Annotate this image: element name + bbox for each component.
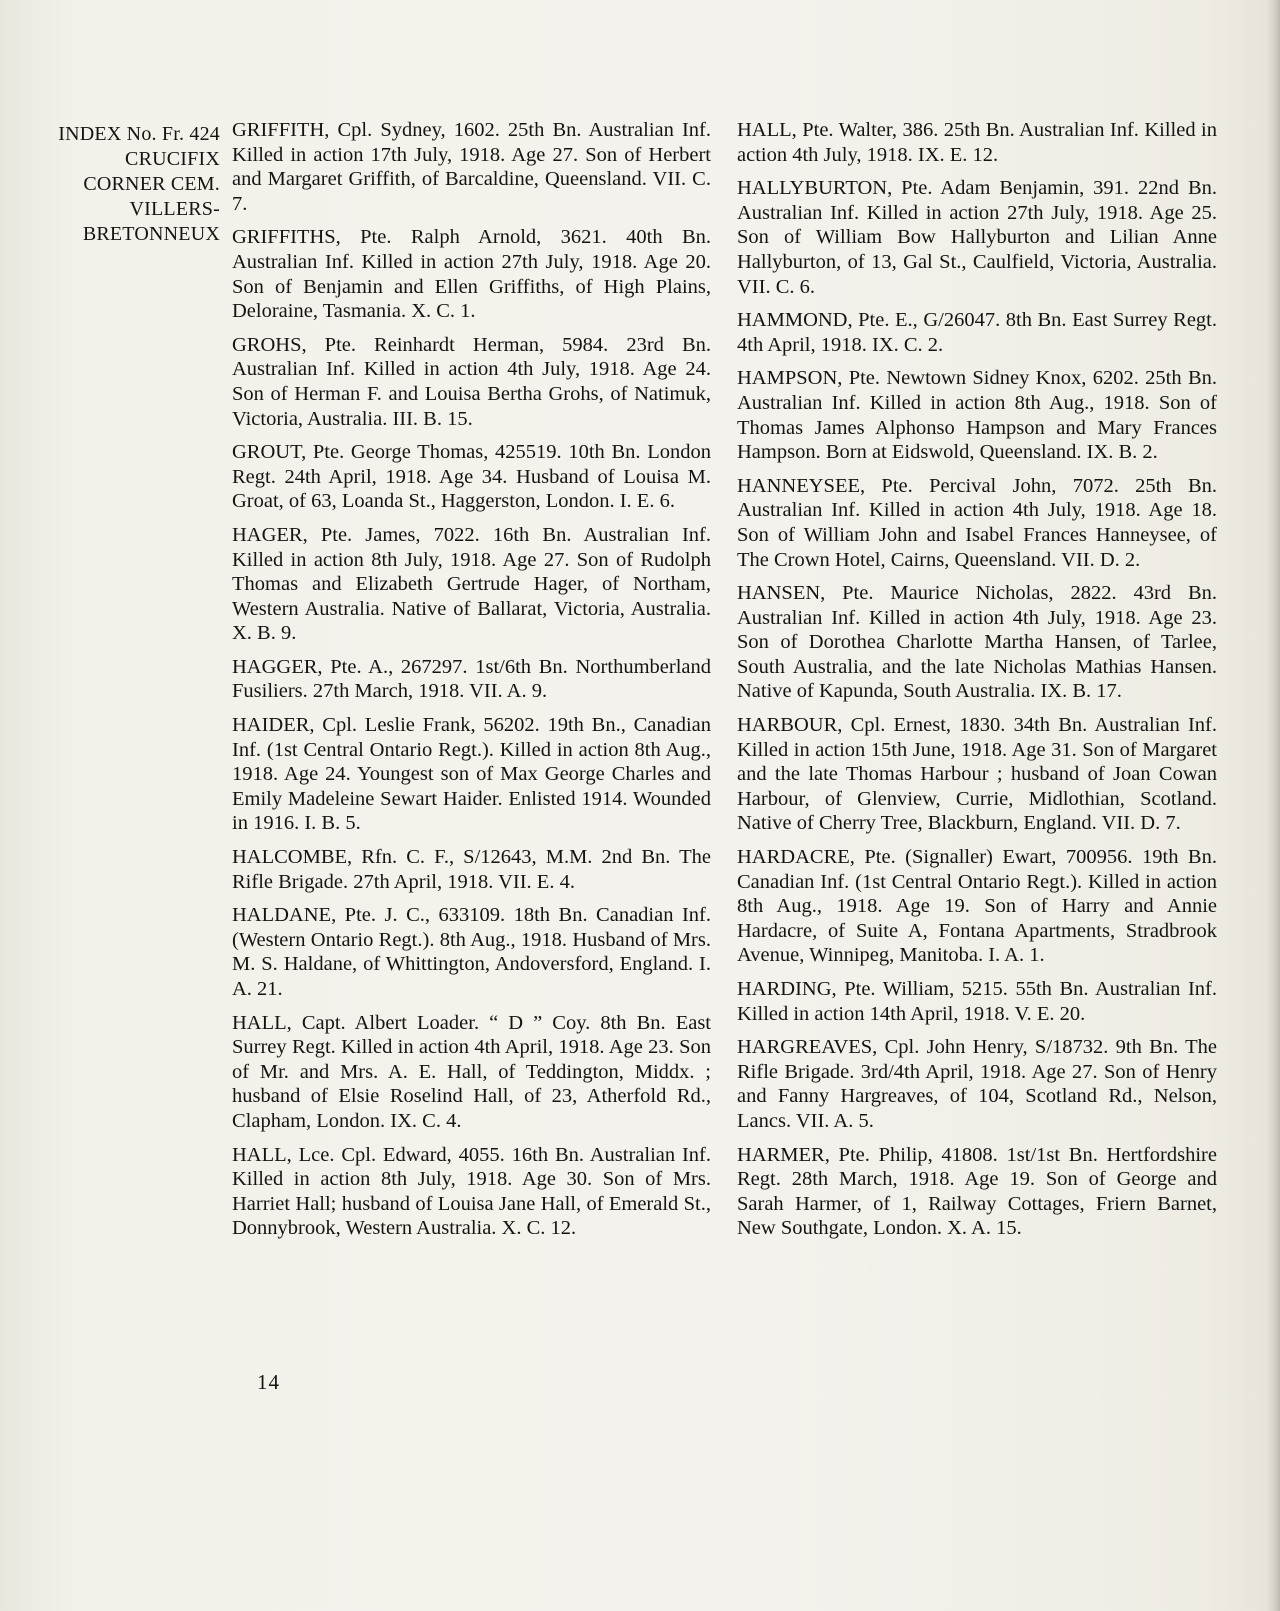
- register-entry: GROHS, Pte. Reinhardt Herman, 5984. 23rd Bn. Australian Inf. Killed in action 4th July, 1918. Age 24. Son of Herman F. and Louisa Bertha Grohs, of Natimuk, Victoria, Australia. III. B. 15.: [232, 333, 711, 430]
- register-entry: HARDING, Pte. William, 5215. 55th Bn. Australian Inf. Killed in action 14th April, 1918. V. E. 20.: [737, 978, 1217, 1025]
- index-number: INDEX No. Fr. 424: [58, 123, 220, 145]
- register-entry: HARGREAVES, Cpl. John Henry, S/18732. 9th Bn. The Rifle Brigade. 3rd/4th April, 1918. Age 27. Son of Henry and Fanny Hargreaves, of 104, Scotland Rd., Nelson, Lancs. VII. A. 5.: [737, 1036, 1217, 1132]
- register-entry: HALCOMBE, Rfn. C. F., S/12643, M.M. 2nd Bn. The Rifle Brigade. 27th April, 1918. VII. E. 4.: [232, 846, 711, 893]
- register-entry: HAIDER, Cpl. Leslie Frank, 56202. 19th Bn., Canadian Inf. (1st Central Ontario Regt.). Killed in action 8th Aug., 1918. Age 24. Youngest son of Max George Charles and Emily Madeleine Sewart Haider. Enlisted 1914. Wounded in 1916. I. B. 5.: [232, 714, 711, 835]
- right-entries-column: [737, 118, 1217, 1250]
- register-entry: HAGER, Pte. James, 7022. 16th Bn. Australian Inf. Killed in action 8th July, 1918. Age 27. Son of Rudolph Thomas and Elizabeth Gertrude Hager, of Northam, Western Australia. Native of Ballarat, Victoria, Australia. X. B. 9.: [232, 523, 711, 645]
- cemetery-name-line: VILLERS-: [129, 198, 220, 220]
- register-entry: HARMER, Pte. Philip, 41808. 1st/1st Bn. Hertfordshire Regt. 28th March, 1918. Age 19. Son of George and Sarah Harmer, of 1, Railway Cottages, Friern Barnet, New Southgate, London. X. A. 15.: [737, 1143, 1217, 1240]
- register-entry: HALL, Capt. Albert Loader. “ D ” Coy. 8th Bn. East Surrey Regt. Killed in action 4th April, 1918. Age 23. Son of Mr. and Mrs. A. E. Hall, of Teddington, Middx. ; husband of Elsie Roselind Hall, of 23, Atherfold Rd., Clapham, London. IX. C. 4.: [232, 1011, 711, 1132]
- cemetery-name-line: BRETONNEUX: [82, 223, 220, 245]
- register-entry: HALLYBURTON, Pte. Adam Benjamin, 391. 22nd Bn. Australian Inf. Killed in action 27th July, 1918. Age 25. Son of William Bow Hallyburton and Lilian Anne Hallyburton, of 13, Gal St., Caulfield, Victoria, Australia. VII. C. 6.: [737, 177, 1217, 298]
- register-entry: HARDACRE, Pte. (Signaller) Ewart, 700956. 19th Bn. Canadian Inf. (1st Central Ontario Regt.). Killed in action 8th Aug., 1918. Age 19. Son of Harry and Annie Hardacre, of Suite A, Fontana Apartments, Stradbrook Avenue, Winnipeg, Manitoba. I. A. 1.: [737, 846, 1217, 967]
- cemetery-name-line: CORNER CEM.: [83, 173, 220, 195]
- register-entry: GROUT, Pte. George Thomas, 425519. 10th Bn. London Regt. 24th April, 1918. Age 34. Husband of Louisa M. Groat, of 63, Loanda St., Haggerston, London. I. E. 6.: [232, 441, 711, 513]
- register-entry: HAMPSON, Pte. Newtown Sidney Knox, 6202. 25th Bn. Australian Inf. Killed in action 8th Aug., 1918. Son of Thomas James Alphonso Hampson and Mary Frances Hampson. Born at Eidswold, Queensland. IX. B. 2.: [737, 367, 1217, 464]
- page-number: 14: [257, 1370, 280, 1394]
- cemetery-index-heading: [18, 122, 220, 247]
- register-entry: HARBOUR, Cpl. Ernest, 1830. 34th Bn. Australian Inf. Killed in action 15th June, 1918. Age 31. Son of Margaret and the late Thomas Harbour ; husband of Joan Cowan Harbour, of Glenview, Currie, Midlothian, Scotland. Native of Cherry Tree, Blackburn, England. VII. D. 7.: [737, 714, 1217, 835]
- register-entry: HAGGER, Pte. A., 267297. 1st/6th Bn. Northumberland Fusiliers. 27th March, 1918. VII. A. 9.: [232, 655, 711, 703]
- page-edge-shadow: [1266, 0, 1280, 1611]
- register-entry: HALDANE, Pte. J. C., 633109. 18th Bn. Canadian Inf. (Western Ontario Regt.). 8th Aug., 1918. Husband of Mrs. M. S. Haldane, of Whittington, Andoversford, England. I. A. 21.: [232, 904, 711, 1000]
- register-entry: GRIFFITHS, Pte. Ralph Arnold, 3621. 40th Bn. Australian Inf. Killed in action 27th July, 1918. Age 20. Son of Benjamin and Ellen Griffiths, of High Plains, Deloraine, Tasmania. X. C. 1.: [232, 226, 711, 323]
- register-entry: GRIFFITH, Cpl. Sydney, 1602. 25th Bn. Australian Inf. Killed in action 17th July, 1918. Age 27. Son of Herbert and Margaret Griffith, of Barcaldine, Queensland. VII. C. 7.: [232, 119, 711, 215]
- register-entry: HALL, Lce. Cpl. Edward, 4055. 16th Bn. Australian Inf. Killed in action 8th July, 1918. Age 30. Son of Mrs. Harriet Hall; husband of Louisa Jane Hall, of Emerald St., Donnybrook, Western Australia. X. C. 12.: [232, 1143, 711, 1240]
- register-entry: HANNEYSEE, Pte. Percival John, 7072. 25th Bn. Australian Inf. Killed in action 4th July, 1918. Age 18. Son of William John and Isabel Frances Hanneysee, of The Crown Hotel, Cairns, Queensland. VII. D. 2.: [737, 474, 1217, 571]
- register-entry: HAMMOND, Pte. E., G/26047. 8th Bn. East Surrey Regt. 4th April, 1918. IX. C. 2.: [737, 309, 1217, 356]
- cemetery-name-line: CRUCIFIX: [125, 148, 220, 170]
- register-entry: HANSEN, Pte. Maurice Nicholas, 2822. 43rd Bn. Australian Inf. Killed in action 4th July, 1918. Age 23. Son of Dorothea Charlotte Martha Hansen, of Tarlee, South Australia, and the late Nicholas Mathias Hansen. Native of Kapunda, South Australia. IX. B. 17.: [737, 582, 1217, 703]
- register-entry: HALL, Pte. Walter, 386. 25th Bn. Australian Inf. Killed in action 4th July, 1918. IX. E. 12.: [737, 119, 1217, 166]
- left-entries-column: [232, 118, 711, 1250]
